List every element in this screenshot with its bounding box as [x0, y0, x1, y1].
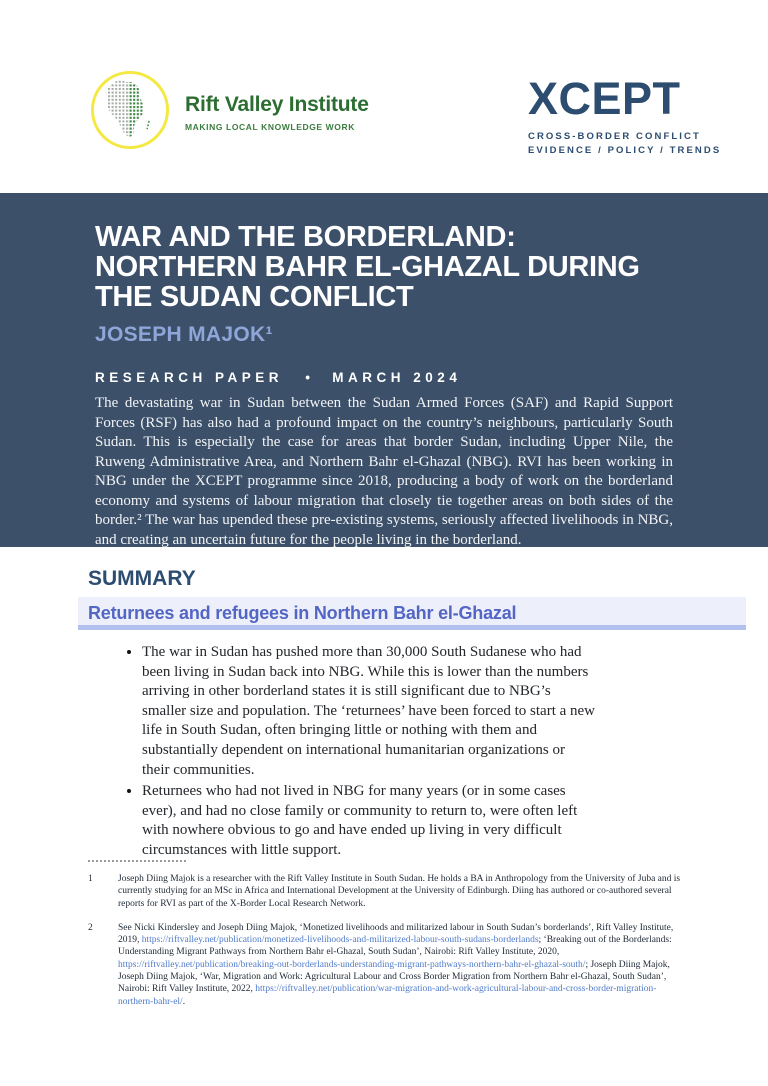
africa-map-icon: [90, 70, 170, 155]
paper-title-line3: THE SUDAN CONFLICT: [95, 281, 414, 313]
author-name: JOSEPH MAJOK¹: [95, 323, 273, 346]
summary-bullet-list: [95, 642, 595, 861]
footnote-text: [118, 922, 690, 1008]
summary-bullet: • The war in Sudan has pushed more than 30,000 South Sudanese who had been living in Sudan back into NBG. While this is lower than the numbers arriving in other borderland states it is still significant due to NBG’s smaller size and population. The ‘returnees’ have been forced to start a new life in South Sudan, often bringing little or nothing with them and substantially dependent on international humanitarian organizations or their communities.: [142, 642, 595, 780]
footnote-link[interactable]: https://riftvalley.net/publication/war-migration-and-work-agricultural-labour-and-cross-border-migration-northern-bahr-el/: [118, 984, 657, 1007]
summary-bullet: • Returnees who had not lived in NBG for many years (or in some cases ever), and had no close family or community to return to, were often left with nowhere obvious to go and have ended up living in very difficult circumstances with little support.: [142, 781, 595, 860]
paper-date-label: MARCH 2024: [332, 370, 462, 385]
xcept-tagline-line1: CROSS-BORDER CONFLICT: [528, 131, 701, 142]
bullet-separator-icon: •: [305, 370, 311, 385]
paper-type-label: RESEARCH PAPER: [95, 370, 284, 385]
xcept-tagline-line2: EVIDENCE / POLICY / TRENDS: [528, 145, 722, 156]
footnote-text: [118, 873, 690, 910]
footnote-separator: [88, 860, 186, 862]
paper-title-line2: NORTHERN BAHR EL-GHAZAL DURING: [95, 251, 640, 283]
summary-heading: SUMMARY: [88, 567, 196, 590]
rvi-logo-name: Rift Valley Institute: [185, 93, 369, 116]
title-band: [0, 193, 768, 547]
footnote-link[interactable]: https://riftvalley.net/publication/breaking-out-borderlands-understanding-migrant-pathways-northern-bahr-el-ghazal-south/: [118, 959, 586, 970]
footnote-segment: See Nicki Kindersley and Joseph Diing Majok, ‘Monetized livelihoods and militarized labour in South Sudan’s borderlands’, Rift Valley Institute, 2019,: [118, 922, 674, 946]
footnote-segment: ; Joseph Diing Majok, Joseph Diing Majok, ‘War, Migration and Work: Agricultural Labour and Cross Border Migration from Northern Bahr el-Ghazal, South Sudan’, Nairobi: Rift Valley Institute, 2022,: [118, 959, 670, 995]
xcept-wordmark: XCEPT: [528, 73, 681, 124]
summary-subheading-band: [78, 597, 746, 630]
footnote: [88, 873, 690, 910]
footnote-link[interactable]: https://riftvalley.net/publication/monetized-livelihoods-and-militarized-labour-south-sudans-borderlands: [141, 935, 539, 946]
rvi-logo-tagline: MAKING LOCAL KNOWLEDGE WORK: [185, 122, 355, 132]
footnote-segment: .: [182, 996, 186, 1007]
footnote-segment: ; ‘Breaking out of the Borderlands: Understanding Migrant Pathways from Northern Bahr el-Ghazal, South Sudan’, Nairobi: Rift Valley Institute, 2020,: [118, 935, 672, 958]
paper-title: [95, 222, 673, 312]
rvi-logo: [90, 70, 369, 155]
summary-subheading: Returnees and refugees in Northern Bahr el-Ghazal: [88, 603, 517, 623]
footnotes: [88, 873, 690, 1020]
footnote-number: 1: [88, 874, 93, 884]
footnote-number: 2: [88, 922, 93, 933]
xcept-logo: [528, 73, 722, 158]
summary-bullets: [95, 642, 595, 862]
footnote-segment: Joseph Diing Majok is a researcher with the Rift Valley Institute in South Sudan. He holds a BA in Anthropology from the University of Juba and is currently studying for an MSc in Africa and International Development at the University of Edinburgh. Diing has authored or co-authored several reports for RVI as part of the X-Border Local Research Network.: [118, 874, 681, 909]
paper-type-date: [95, 370, 673, 385]
abstract-paragraph: The devastating war in Sudan between the Sudan Armed Forces (SAF) and Rapid Support Forces (RSF) has also had a profound impact on the country’s neighbours, particularly South Sudan. This is especially the case for areas that border Sudan, including Upper Nile, the Ruweng Administrative Area, and Northern Bahr el-Ghazal (NBG). RVI has been working in NBG under the XCEPT programme since 2018, producing a body of work on the borderland economy and systems of labour migration that closely tie together areas on both sides of the border.² The war has upended these pre-existing systems, seriously affected livelihoods in NBG, and creating an uncertain future for the people living in the borderland.: [95, 395, 673, 547]
footnote: [88, 922, 690, 1008]
paper-title-line1: WAR AND THE BORDERLAND:: [95, 221, 516, 253]
